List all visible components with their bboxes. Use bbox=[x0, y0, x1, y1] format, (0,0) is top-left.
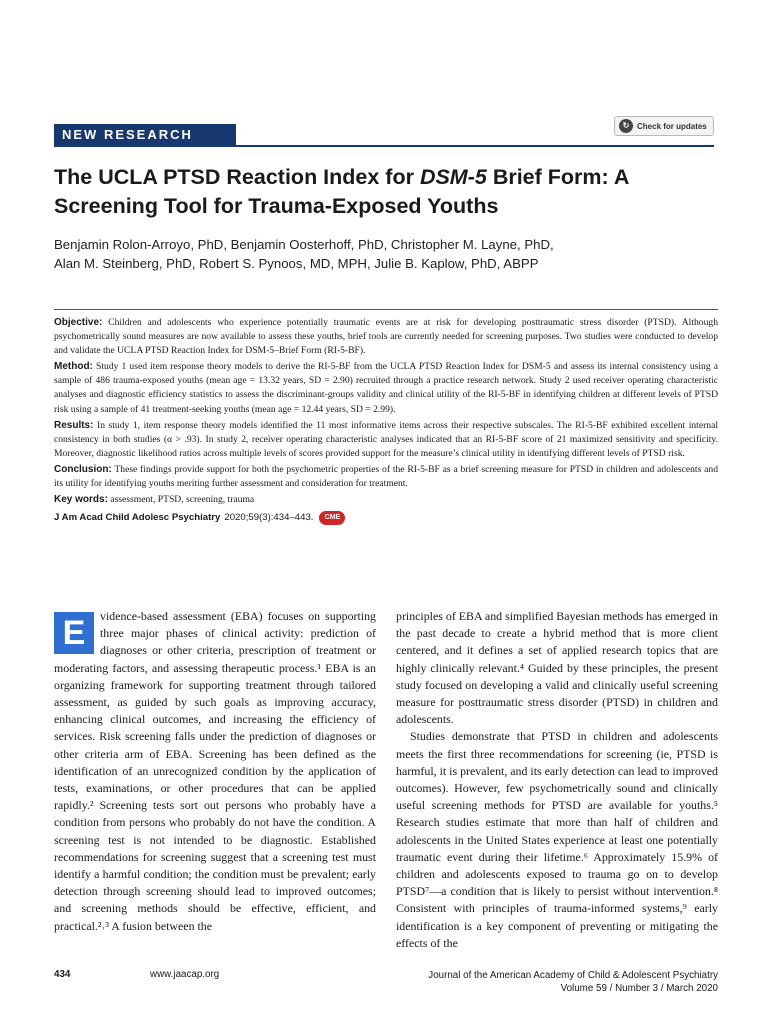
conclusion-heading: Conclusion: bbox=[54, 463, 112, 475]
author-line-1: Benjamin Rolon-Arroyo, PhD, Benjamin Oosterhoff, PhD, Christopher M. Layne, PhD, bbox=[54, 237, 554, 252]
section-rule bbox=[54, 145, 714, 147]
section-label: NEW RESEARCH bbox=[54, 124, 236, 146]
citation-line bbox=[54, 511, 718, 525]
results-text: In study 1, item response theory models identified the 11 most informative items across their respective subscales. The RI-5-BF exhibited excellent internal consistency in both studies (α > .93). In study 2, receiver operating characteristic analyses indicated that an RI-5-BF score of 21 maximized sensitivity and specificity. Moreover, diagnostic likelihood ratios across multiple levels of scores provided support for the measure’s clinical utility in identifying different levels of PTSD risk. bbox=[54, 419, 718, 459]
conclusion-text: These findings provide support for both the psychometric properties of the RI-5-BF as a brief screening measure for PTSD in children and adolescents and its utility for identifying youths meriting further assessment and consideration for treatment. bbox=[54, 463, 718, 490]
citation-journal: J Am Acad Child Adolesc Psychiatry bbox=[54, 512, 221, 524]
refresh-icon: ↻ bbox=[619, 119, 633, 133]
abstract-objective bbox=[54, 316, 718, 358]
abstract-conclusion bbox=[54, 463, 718, 491]
abstract-results bbox=[54, 419, 718, 461]
objective-heading: Objective: bbox=[54, 317, 103, 328]
journal-footer bbox=[396, 969, 718, 995]
body-paragraph: principles of EBA and simplified Bayesian methods has emerged in the past decade to create a hybrid method that is more client centered, and it defines a set of applied research topics that are highly clinically relevant.⁴ Guided by these principles, the present study focused on developing a valid and clinically useful screening measure for posttraumatic stress disorder (PTSD) in children and adolescents. bbox=[396, 609, 718, 727]
title-part-2: Brief Form: A Screening Tool for Trauma-Exposed Youths bbox=[54, 165, 629, 218]
body-paragraph-text: vidence-based assessment (EBA) focuses on supporting three major phases of clinical activity: prediction of diagnoses or other criteria, prescription of treatment or moderating factors, and assessing therapeutic process.¹ EBA is an organizing framework for supporting treatment through tailored assessment, as guided by such goals as improving accuracy, enhancing clinical outcomes, and increasing the efficiency of services. Risk screening falls under the prediction of diagnoses or other criteria arm of EBA. Screening has been defined as the identification of an unrecognized condition by the application of tests, examinations, or other procedures that can be applied rapidly.² Screening tests sort out persons who probably have a condition from persons who probably do not have the condition. A screening test is not intended to be diagnostic. Established recommendations for screening suggest that a screening test must identify a harmful condition; the condition must be prevalent; early detection through screening should lead to improved outcomes; and screening methods should be effective, efficient, and practical.²˒³ A fusion between the bbox=[54, 609, 376, 933]
author-list bbox=[54, 236, 718, 273]
abstract bbox=[54, 316, 718, 525]
website-link[interactable]: www.jaacap.org bbox=[150, 969, 220, 980]
body-column-left bbox=[54, 608, 376, 935]
method-text: Study 1 used item response theory models to derive the RI-5-BF from the UCLA PTSD Reaction Index for DSM-5 and assess its internal consistency using a sample of 486 trauma-exposed youths (mean age = 13.32 years, SD = 2.90) recruited through a practice research network. Study 2 used receiver operating characteristic analyses and diagnostic efficiency statistics to assess the discriminant-groups validity and clinical utility of the RI-5-BF in identifying children at different levels of PTSD risk using a sample of 41 treatment-seeking youths (mean age = 12.44 years, SD = 2.99). bbox=[54, 361, 718, 415]
journal-issue: Volume 59 / Number 3 / March 2020 bbox=[560, 983, 718, 994]
abstract-divider bbox=[54, 309, 718, 310]
check-for-updates-label: Check for updates bbox=[637, 121, 707, 131]
citation-reference: 2020;59(3):434–443. bbox=[224, 512, 314, 524]
results-heading: Results: bbox=[54, 419, 94, 431]
title-part-1: The UCLA PTSD Reaction Index for bbox=[54, 165, 420, 189]
keywords-text: assessment, PTSD, screening, trauma bbox=[110, 494, 255, 506]
title-italic: DSM-5 bbox=[419, 165, 487, 189]
drop-cap: E bbox=[54, 612, 94, 654]
abstract-method bbox=[54, 360, 718, 416]
body-paragraph: Studies demonstrate that PTSD in children and adolescents meets the first three recommendations for screening (ie, PTSD is harmful, it is prevalent, and its early detection can lead to improved outcomes). However, few psychometrically sound and clinically useful screening methods for PTSD are available for youths.⁵ Research studies estimate that more than half of children and adolescents in the United States experience at least one potentially traumatic event during their lifetime.⁶ Approximately 15.9% of children and adolescents exposed to trauma go on to develop PTSD⁷—a condition that is likely to persist without intervention.⁸ Consistent with principles of trauma-informed systems,⁹ early identification is a key component of preventing or mitigating the effects of the bbox=[396, 729, 718, 950]
check-for-updates-button[interactable] bbox=[614, 116, 714, 136]
body-paragraph bbox=[54, 608, 376, 935]
method-heading: Method: bbox=[54, 361, 93, 373]
page-number: 434 bbox=[54, 969, 71, 980]
journal-name: Journal of the American Academy of Child & Adolescent Psychiatry bbox=[428, 970, 718, 981]
objective-text: Children and adolescents who experience potentially traumatic events are at risk for developing posttraumatic stress disorder (PTSD). Although psychometrically sound measures are now available to assess these youths, brief tools are currently needed for screening purposes. Two studies were conducted to develop and validate the UCLA PTSD Reaction Index for DSM-5–Brief Form (RI-5-BF). bbox=[54, 317, 718, 357]
keywords-heading: Key words: bbox=[54, 494, 108, 506]
article-title bbox=[54, 163, 718, 221]
author-line-2: Alan M. Steinberg, PhD, Robert S. Pynoos, MD, MPH, Julie B. Kaplow, PhD, ABPP bbox=[54, 255, 539, 271]
body-column-right bbox=[396, 608, 718, 952]
cme-icon[interactable]: CME bbox=[319, 511, 345, 525]
abstract-keywords bbox=[54, 493, 718, 507]
